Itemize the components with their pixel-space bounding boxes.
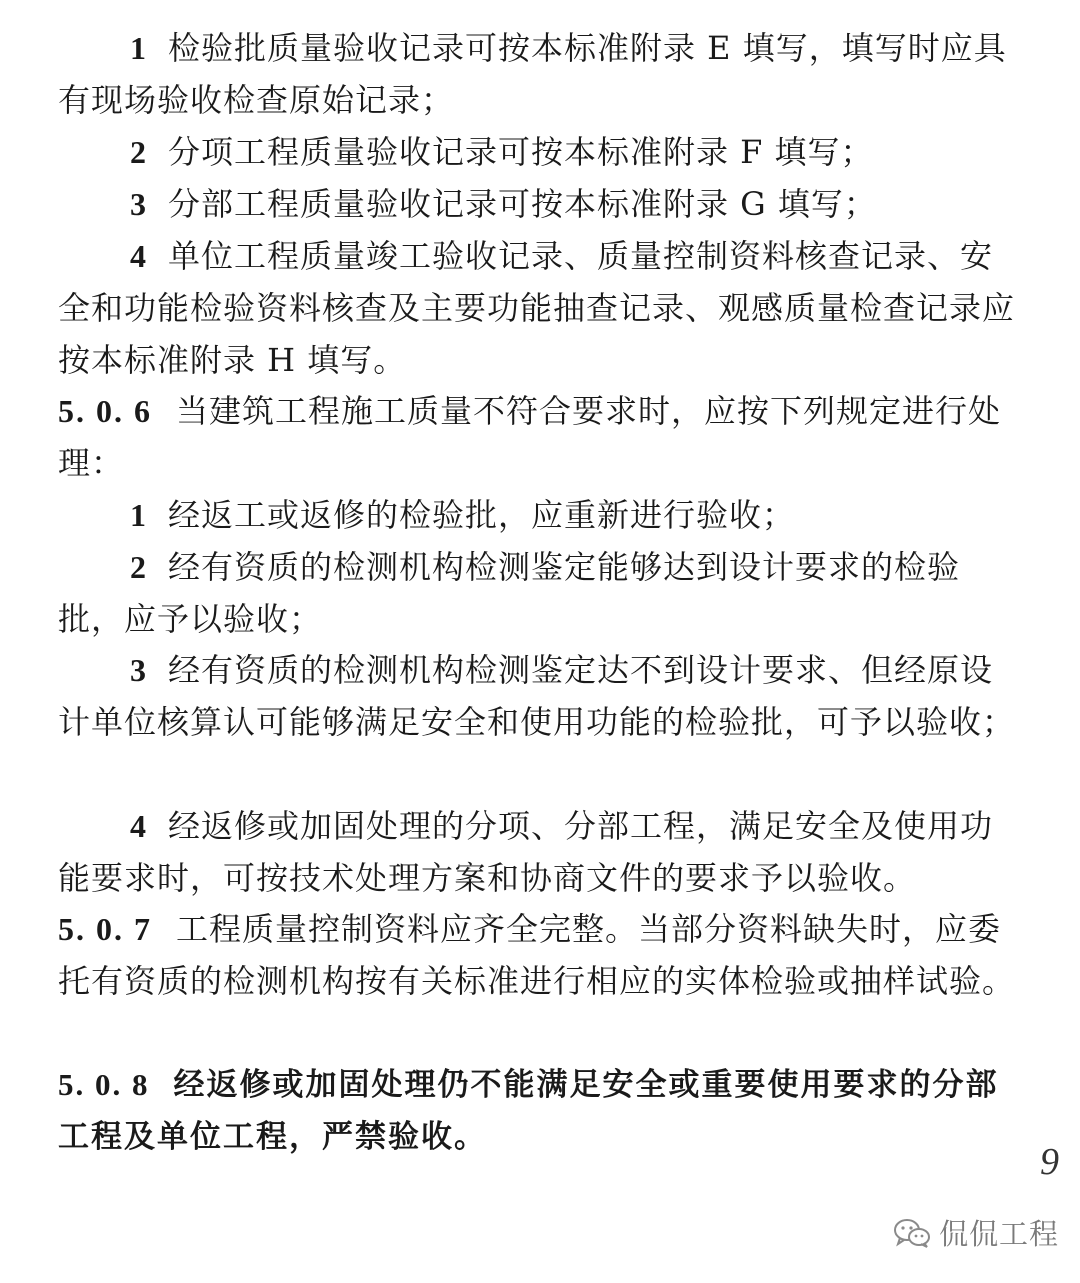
list-item-2 bbox=[58, 126, 1020, 178]
item-number: 3 bbox=[130, 652, 146, 688]
item-number: 4 bbox=[130, 808, 146, 844]
clause-number: 5. 0. 6 bbox=[58, 393, 152, 429]
clause-5-0-6-item-4 bbox=[58, 800, 1020, 904]
clause-5-0-6-item-1 bbox=[58, 489, 1020, 541]
item-text: 经有资质的检测机构检测鉴定能够达到设计要求的检验批，应予以验收； bbox=[58, 548, 961, 638]
watermark bbox=[893, 1212, 1059, 1253]
clause-text: 当建筑工程施工质量不符合要求时，应按下列规定进行处理： bbox=[58, 392, 1002, 482]
wechat-icon bbox=[893, 1218, 931, 1248]
clause-5-0-6-item-2 bbox=[58, 541, 1020, 645]
item-text: 经返工或返修的检验批，应重新进行验收； bbox=[168, 496, 796, 534]
clause-5-0-6 bbox=[58, 385, 1020, 489]
item-text: 单位工程质量竣工验收记录、质量控制资料核查记录、安全和功能检验资料核查及主要功能抽查记录、观感质量检查记录应按本标准附录 H 填写。 bbox=[58, 237, 1016, 379]
item-text: 检验批质量验收记录可按本标准附录 E 填写，填写时应具有现场验收检查原始记录； bbox=[58, 29, 1007, 119]
item-text: 分项工程质量验收记录可按本标准附录 F 填写； bbox=[168, 133, 874, 171]
item-text: 经返修或加固处理的分项、分部工程，满足安全及使用功能要求时，可按技术处理方案和协商文件的要求予以验收。 bbox=[58, 807, 994, 897]
clause-number: 5. 0. 8 bbox=[58, 1067, 150, 1102]
item-number: 1 bbox=[130, 30, 146, 66]
clause-5-0-6-item-3 bbox=[58, 644, 1020, 748]
item-number: 2 bbox=[130, 134, 146, 170]
item-text: 经有资质的检测机构检测鉴定达不到设计要求、但经原设计单位核算认可能够满足安全和使用功能的检验批，可予以验收； bbox=[58, 651, 1016, 741]
item-number: 2 bbox=[130, 549, 146, 585]
watermark-text: 侃侃工程 bbox=[939, 1217, 1060, 1251]
clause-text: 工程质量控制资料应齐全完整。当部分资料缺失时，应委托有资质的检测机构按有关标准进行相应的实体检验或抽样试验。 bbox=[58, 910, 1016, 1000]
item-number: 3 bbox=[130, 186, 146, 222]
clause-number: 5. 0. 7 bbox=[58, 911, 152, 947]
clause-5-0-7 bbox=[58, 903, 1020, 1007]
clause-text: 经返修或加固处理仍不能满足安全或重要使用要求的分部工程及单位工程，严禁验收。 bbox=[58, 1067, 999, 1155]
clause-5-0-8 bbox=[58, 1059, 1020, 1163]
item-text: 分部工程质量验收记录可按本标准附录 G 填写； bbox=[168, 185, 877, 223]
item-number: 4 bbox=[130, 238, 146, 274]
item-number: 1 bbox=[130, 497, 146, 533]
list-item-1 bbox=[58, 22, 1020, 126]
list-item-4 bbox=[58, 230, 1020, 386]
list-item-3 bbox=[58, 178, 1020, 230]
page-number: 9 bbox=[1040, 1141, 1059, 1183]
